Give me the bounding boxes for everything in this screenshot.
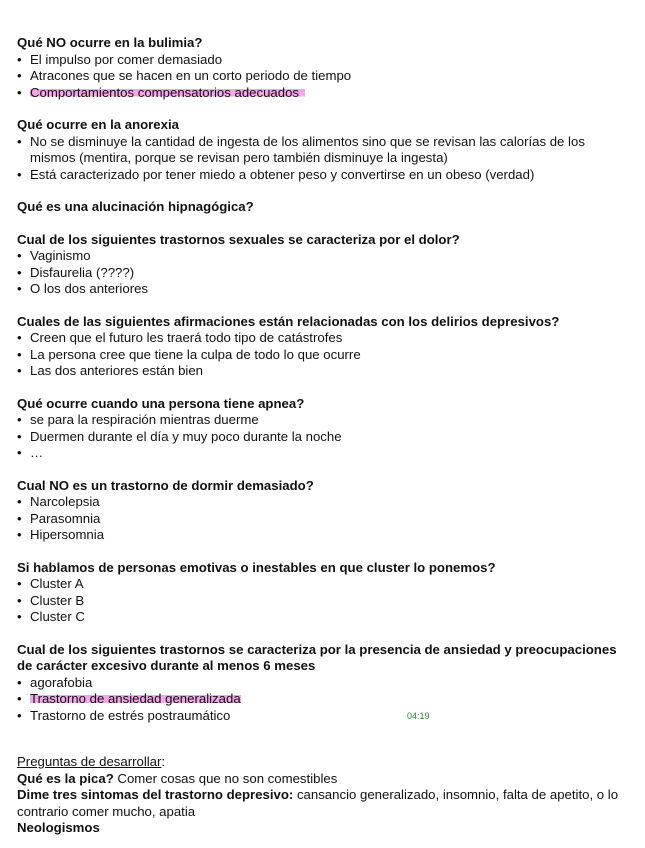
- question-title: Cual de los siguientes trastornos se caracteriza por la presencia de ansiedad y preocupaciones de carácter excesivo durante al menos 6 meses: [17, 641, 617, 673]
- answer-text: Vaginismo: [30, 248, 91, 263]
- answer-text: Atracones que se hacen en un corto periodo de tiempo: [30, 68, 352, 83]
- answer-list: [17, 248, 632, 298]
- answer-text: Creen que el futuro les traerá todo tipo de catástrofes: [30, 330, 343, 345]
- develop-answer: cansancio generalizado, insomnio, falta de apetito, o lo contrario comer mucho, apatia: [17, 787, 619, 819]
- answer-text: …: [30, 445, 44, 460]
- highlighted-answer-text: Comportamientos compensatorios adecuados: [30, 85, 305, 100]
- question-section: [17, 314, 632, 380]
- question-title: Qué ocurre en la anorexia: [17, 117, 179, 132]
- answer-option: [17, 167, 632, 184]
- develop-answer: Comer cosas que no son comestibles: [113, 770, 338, 786]
- answer-text: Las dos anteriores están bien: [30, 363, 204, 378]
- question-section: [17, 642, 632, 725]
- develop-question-label: Qué es la pica?: [17, 770, 114, 786]
- answer-option: [17, 609, 632, 626]
- question-title: Cual NO es un trastorno de dormir demasiado?: [17, 477, 314, 493]
- answer-option: [17, 347, 632, 364]
- develop-question-pica: [17, 771, 632, 788]
- question-section: [17, 199, 632, 216]
- answer-option: [17, 134, 632, 167]
- handwritten-annotation: 04:19: [407, 710, 430, 721]
- develop-question-depresivo: [17, 787, 632, 820]
- answer-option: [17, 52, 632, 69]
- answer-option: [17, 363, 632, 380]
- question-title: Qué NO ocurre en la bulimia?: [17, 35, 203, 50]
- answer-option: [17, 68, 632, 85]
- answer-option: [17, 494, 632, 511]
- answer-option: [17, 675, 632, 692]
- answer-option: [17, 691, 632, 708]
- answer-list: [17, 412, 632, 462]
- answer-text: Trastorno de estrés postraumático: [30, 707, 231, 723]
- answer-option: [17, 265, 632, 282]
- question-section: [17, 35, 632, 101]
- answer-text: La persona cree que tiene la culpa de todo lo que ocurre: [30, 346, 361, 362]
- answer-text: se para la respiración mientras duerme: [30, 412, 259, 427]
- question-section: [17, 232, 632, 298]
- develop-section: [17, 754, 632, 837]
- question-title: Qué ocurre cuando una persona tiene apnea?: [17, 395, 305, 411]
- develop-question-neologismos: Neologismos: [17, 820, 100, 835]
- question-section: [17, 117, 632, 183]
- answer-list: [17, 675, 632, 725]
- question-section: [17, 478, 632, 544]
- answer-option: [17, 593, 632, 610]
- answer-text: No se disminuye la cantidad de ingesta de los alimentos sino que se revisan las calorías de los mismos (mentira, porque se revisan pero también disminuye la ingesta): [30, 133, 585, 165]
- answer-option: [17, 412, 632, 429]
- question-list: [17, 35, 632, 724]
- answer-option: [17, 330, 632, 347]
- answer-option: [17, 281, 632, 298]
- answer-option: [17, 708, 632, 725]
- answer-text: O los dos anteriores: [30, 281, 149, 296]
- answer-option: [17, 511, 632, 528]
- develop-heading-text: Preguntas de desarrollar: [17, 754, 162, 769]
- answer-text: Cluster C: [30, 609, 85, 624]
- answer-text: agorafobia: [30, 674, 93, 690]
- answer-text: Está caracterizado por tener miedo a obtener peso y convertirse en un obeso (verdad): [30, 166, 535, 182]
- answer-text: Cluster B: [30, 592, 85, 608]
- answer-list: [17, 494, 632, 544]
- answer-text: Hipersomnia: [30, 527, 105, 542]
- document-page: [17, 35, 632, 837]
- question-title: Qué es una alucinación hipnagógica?: [17, 199, 254, 214]
- question-title: Cual de los siguientes trastornos sexuales se caracteriza por el dolor?: [17, 231, 460, 247]
- answer-text: Duermen durante el día y muy poco durante la noche: [30, 428, 342, 444]
- answer-option: [17, 445, 632, 462]
- question-title: Cuales de las siguientes afirmaciones están relacionadas con los delirios depresivos?: [17, 313, 560, 329]
- question-title: Si hablamos de personas emotivas o inestables en que cluster lo ponemos?: [17, 559, 496, 575]
- answer-list: [17, 134, 632, 184]
- highlighted-answer-text: Trastorno de ansiedad generalizada: [30, 691, 241, 706]
- develop-heading: [17, 754, 632, 771]
- develop-heading-colon: :: [161, 754, 166, 769]
- answer-text: Cluster A: [30, 576, 84, 591]
- develop-question-label: Dime tres sintomas del trastorno depresivo:: [17, 787, 294, 802]
- answer-list: [17, 52, 632, 102]
- answer-text: Parasomnia: [30, 510, 101, 526]
- answer-option: [17, 527, 632, 544]
- answer-list: [17, 576, 632, 626]
- answer-option: [17, 576, 632, 593]
- answer-option: [17, 429, 632, 446]
- question-section: [17, 560, 632, 626]
- answer-text: El impulso por comer demasiado: [30, 51, 223, 67]
- answer-list: [17, 330, 632, 380]
- answer-option: [17, 248, 632, 265]
- answer-text: Narcolepsia: [30, 494, 100, 509]
- answer-text: Disfaurelia (????): [30, 264, 135, 280]
- question-section: [17, 396, 632, 462]
- answer-option: [17, 85, 632, 102]
